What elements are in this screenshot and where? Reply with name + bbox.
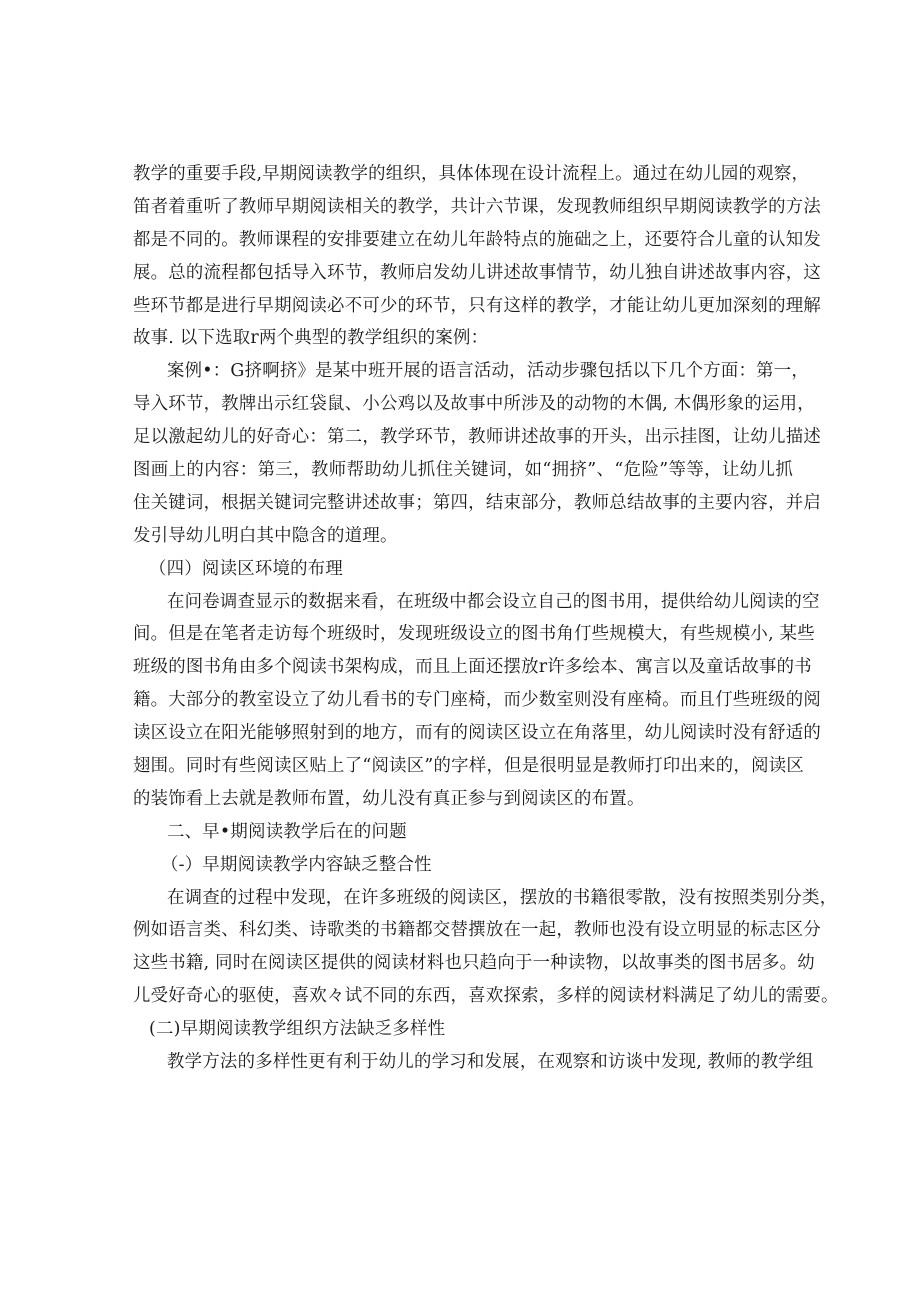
text-line: 故事. 以下选取r两个典型的教学组织的案例： [133, 328, 489, 349]
text-line: 在调查的过程中发现，在许多班级的阅读区，摆放的书籍很零散，没有按照类别分类， [167, 887, 838, 908]
text-line: 展。总的流程都包括导入环节，教师启发幼儿讲述故事情节，幼儿独自讲述故事内容，这 [133, 262, 821, 283]
text-line: 籍。大部分的教室设立了幼儿看书的专门座椅，而少数室则没有座椅。而且仃些班级的阅 [133, 690, 821, 711]
section-heading: (二)早期阅读教学组织方法缺乏多样性 [149, 1019, 446, 1040]
text-line: 间。但是在笔者走访每个班级时，发现班级设立的图书角仃些规模大，有些规模小, 某些 [133, 624, 815, 645]
text-line: 儿受好奇心的驱使，喜欢々试不同的东西，喜欢探索，多样的阅读材料满足了幼儿的需要。 [133, 986, 839, 1007]
text-line: 教学方法的多样性更有利于幼儿的学习和发展，在观察和访谈中发现, 教师的教学组 [167, 1052, 814, 1073]
section-heading: （四）阅读区环境的布理 [149, 558, 344, 579]
text-line: 都是不同的。教师课程的安排要建立在幼儿年龄特点的施础之上，还要符合儿童的认知发 [133, 229, 821, 250]
paragraph-case-example [133, 355, 821, 552]
paragraph-reading-area [133, 586, 821, 816]
text-line: 导入环节，教牌出示红袋鼠、小公鸡以及故事中所涉及的动物的木偶, 木偶形象的运用， [133, 394, 815, 415]
text-line: 足以激起幼儿的好奇心：第二，教学环节，教师讲述故事的开头，出示挂图，让幼儿描述 [133, 427, 821, 448]
text-line: 读区设立在阳光能够照射到的地方，而有的阅读区设立在角落里，幼儿阅读时没有舒适的 [133, 723, 821, 744]
section-heading: （-）早期阅读教学内容缺乏整合性 [161, 854, 432, 875]
paragraph-book-placement [133, 882, 839, 1014]
text-line: 图画上的内容：第三，教师帮助幼儿抓住关键词，如“拥挤”、“危险”等等，让幼儿抓 [133, 460, 793, 481]
paragraph-teaching-process [133, 158, 821, 355]
text-line: 例如语言类、科幻类、诗歌类的书籍都交替撰放在一起，教师也没有设立明显的标志区分 [133, 920, 821, 941]
text-line: 发引导幼儿明白其中隐含的道理。 [133, 525, 398, 546]
text-line: 案例•：G挤啊挤》是某中班开展的语言活动，活动步骤包括以下几个方面：第一， [167, 361, 810, 382]
text-line: 的装饰看上去就是教师布置，幼儿没有真正参与到阅读区的布置。 [133, 788, 645, 809]
chapter-heading: 二、早•期阅读教学后在的问题 [167, 821, 407, 842]
text-line: 笛者着重听了教师早期阅读相关的教学，共计六节课，发现教师组织早期阅读教学的方法 [133, 196, 821, 217]
text-line: 翅围。同时有些阅读区贴上了“阅读区”的字样，但是很明显是教师打印出来的，阅读区 [133, 756, 804, 777]
paragraph-teaching-methods [133, 1046, 814, 1079]
text-line: 些环节都是进行早期阅读必不可少的环节，只有这样的教学，才能让幼儿更加深刻的理解 [133, 295, 821, 316]
text-line: 这些书籍, 同时在阅读区提供的阅读材料也只趋向于一种读物，以故事类的图书居多。幼 [133, 953, 815, 974]
text-line: 教学的重要手段,早期阅读教学的组织，具体体现在设计流程上。通过在幼儿园的观察， [133, 164, 810, 184]
text-line: 班级的图书角由多个阅读书架构成，而且上面还摆放r许多绘本、寓言以及童话故事的书 [133, 657, 812, 678]
document-body [133, 158, 839, 1079]
text-line: 住关键词，根据关键词完整讲述故事；第四，结束部分，教师总结故事的主要内容，并启 [133, 492, 821, 513]
text-line: 在问卷调查显示的数据来看，在班级中都会设立自己的图书用，提供给幼儿阅读的空 [167, 591, 820, 612]
